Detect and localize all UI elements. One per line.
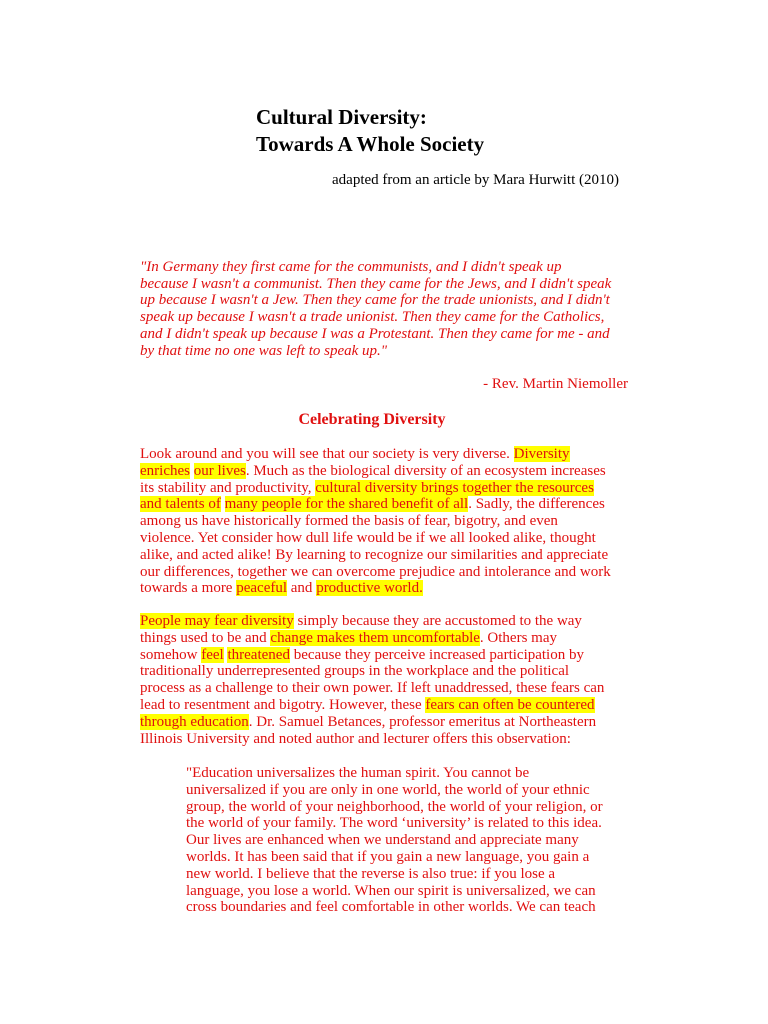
section-heading: Celebrating Diversity — [298, 411, 446, 428]
text-line — [140, 630, 640, 647]
text-run: . Sadly, the differences — [468, 496, 605, 513]
text-line — [140, 530, 640, 547]
highlighted-text: feel — [201, 646, 224, 663]
text-run: its stability and productivity, — [140, 479, 316, 496]
text-line — [140, 580, 640, 597]
quote-attribution: - Rev. Martin Niemoller — [483, 376, 628, 392]
highlighted-text: cultural diversity brings together the resources — [315, 479, 594, 496]
text-run: towards a more — [140, 580, 237, 597]
text-run — [221, 496, 225, 512]
text-line — [140, 513, 640, 530]
text-run: universalized if you are only in one world, the world of your ethnic — [186, 781, 590, 798]
text-run: . Dr. Samuel Betances, professor emeritus at Northeastern — [248, 713, 597, 730]
text-run: process as a challenge to their own power. If left unaddressed, these fears can — [140, 680, 605, 697]
text-run: worlds. It has been said that if you gain a new language, you gain a — [186, 848, 590, 865]
text-run: Our lives are enhanced when we understand and appreciate many — [186, 832, 579, 849]
text-run: violence. Yet consider how dull life would be if we all looked alike, thought — [140, 529, 596, 546]
highlighted-text: through education — [140, 713, 249, 730]
block-quote-betances — [186, 765, 686, 916]
text-line — [140, 480, 640, 497]
text-run: traditionally underrepresented groups in the workplace and the political — [140, 663, 570, 680]
text-line — [186, 899, 686, 916]
quote-line: by that time no one was left to speak up." — [140, 342, 388, 359]
text-line — [140, 547, 640, 564]
text-run: group, the world of your neighborhood, the world of your religion, or — [186, 798, 603, 815]
paragraph-diversity-enriches — [140, 446, 640, 597]
quote-line: and I didn't speak up because I was a Protestant. Then they came for me - and — [140, 325, 610, 342]
text-line — [186, 849, 686, 866]
highlighted-text: Diversity — [513, 446, 570, 462]
text-run: our differences, together we can overcome prejudice and intolerance and work — [140, 563, 611, 580]
text-run: Look around and you will see that our society is very diverse. — [140, 446, 514, 462]
text-run: because they perceive increased participation by — [289, 646, 584, 663]
highlighted-text: People may fear diversity — [140, 613, 294, 629]
text-run: cross boundaries and feel comfortable in other worlds. We can teach — [186, 899, 596, 916]
text-line — [140, 496, 640, 513]
text-line — [140, 564, 640, 581]
text-line — [186, 765, 686, 782]
author-byline: adapted from an article by Mara Hurwitt (2010) — [332, 172, 619, 188]
text-run: things used to be and — [140, 629, 271, 646]
text-run: somehow — [140, 646, 202, 663]
text-line — [140, 680, 640, 697]
text-line — [140, 613, 640, 630]
highlighted-text: threatened — [227, 646, 290, 663]
text-run: "Education universalizes the human spirit. You cannot be — [186, 765, 530, 781]
text-line — [140, 647, 640, 664]
highlighted-text: productive world. — [316, 580, 423, 597]
text-line — [186, 832, 686, 849]
text-run: . Others may — [479, 629, 557, 646]
highlighted-text: many people for the shared benefit of all — [224, 496, 469, 513]
text-line — [140, 463, 640, 480]
highlighted-text: and talents of — [140, 496, 221, 513]
text-line — [186, 782, 686, 799]
quote-line: up because I wasn't a Jew. Then they came for the trade unionists, and I didn't — [140, 292, 610, 309]
text-run: language, you lose a world. When our spirit is universalized, we can — [186, 882, 596, 899]
text-line — [186, 883, 686, 900]
document-title — [256, 104, 484, 158]
highlighted-text: peaceful — [236, 580, 288, 597]
title-line-1: Cultural Diversity: — [256, 105, 427, 129]
highlighted-text: fears can often be countered — [425, 696, 595, 713]
text-line — [186, 866, 686, 883]
text-run: Illinois University and noted author and lecturer offers this observation: — [140, 730, 571, 747]
highlighted-text: enriches — [140, 462, 190, 479]
text-line — [140, 697, 640, 714]
quote-line: because I wasn't a communist. Then they came for the Jews, and I didn't speak — [140, 275, 612, 292]
text-run: among us have historically formed the basis of fear, bigotry, and even — [140, 513, 558, 530]
quote-line: speak up because I wasn't a trade unionist. Then they came for the Catholics, — [140, 309, 605, 326]
text-line — [140, 446, 640, 463]
quote-line: "In Germany they first came for the communists, and I didn't speak up — [140, 259, 562, 275]
text-run: lead to resentment and bigotry. However, these — [140, 696, 426, 713]
text-line — [186, 799, 686, 816]
text-line — [140, 731, 640, 748]
text-line — [186, 815, 686, 832]
paragraph-fear-of-diversity — [140, 613, 640, 747]
text-line — [140, 663, 640, 680]
highlighted-text: change makes them uncomfortable — [270, 629, 480, 646]
highlighted-text: our lives — [193, 462, 246, 479]
text-run: . Much as the biological diversity of an ecosystem increases — [245, 462, 606, 479]
text-run: the world of your family. The word ‘university’ is related to this idea. — [186, 815, 602, 832]
text-line — [140, 714, 640, 731]
text-run: and — [287, 580, 317, 597]
epigraph-quote — [140, 259, 640, 359]
text-run: simply because they are accustomed to the way — [293, 613, 582, 629]
text-run: new world. I believe that the reverse is also true: if you lose a — [186, 865, 556, 882]
title-line-2: Towards A Whole Society — [256, 132, 485, 156]
text-run: alike, and acted alike! By learning to recognize our similarities and appreciate — [140, 546, 609, 563]
